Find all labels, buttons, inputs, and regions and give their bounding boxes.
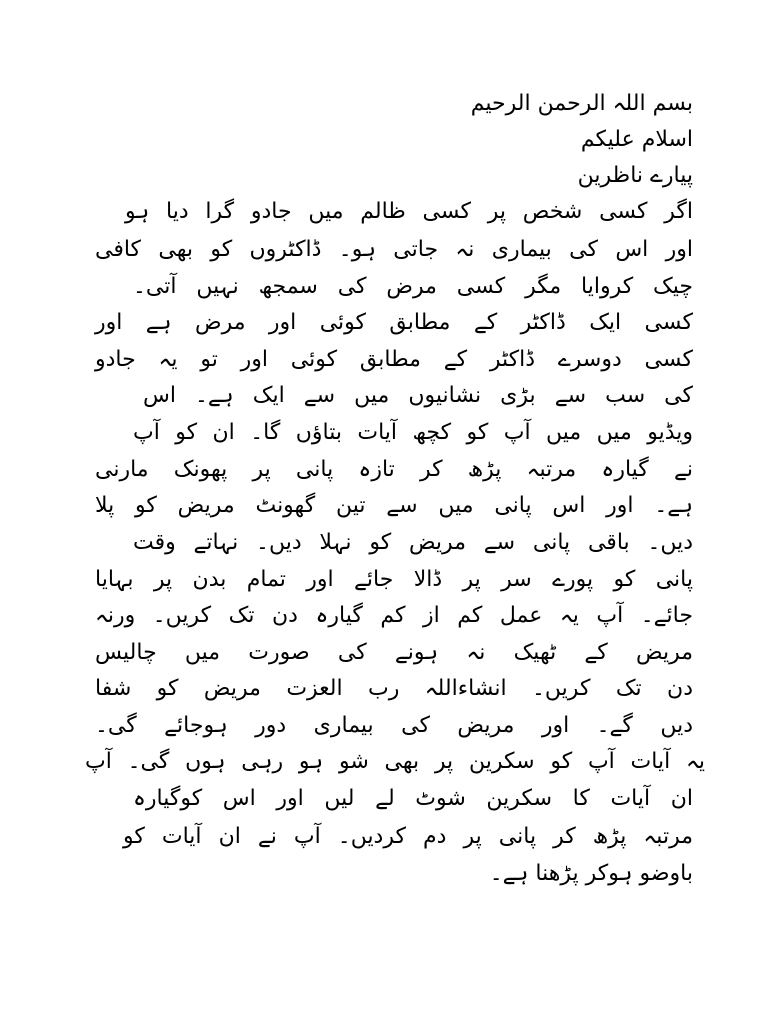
text-line: کی سب سے بڑی نشانیوں میں سے ایک ہے۔ اس — [143, 383, 693, 408]
text-line: اگر کسی شخص پر کسی ظالم میں جادو گرا دیا ہو — [125, 199, 693, 224]
text-line: مرتبہ پڑھ کر پانی پر دم کردیں۔ آپ نے ان آیات کو — [123, 824, 693, 849]
text-line: ویڈیو میں میں آپ کو کچھ آیات بتاؤں گا۔ ان کو آپ — [133, 420, 693, 445]
text-line: چیک کروایا مگر کسی مرض کی سمجھ نہیں آتی۔ — [133, 274, 693, 299]
text-line: دیں گے۔ اور مریض کی بیماری دور ہوجائے گی۔ — [95, 713, 693, 738]
text-line: دیں۔ باقی پانی سے مریض کو نہلا دیں۔ نہاتے وقت — [133, 530, 693, 555]
text-line: ہے۔ اور اس پانی میں سے تین گھونٹ مریض کو پلا — [95, 493, 693, 518]
text-line: اور اس کی بیماری نہ جاتی ہو۔ ڈاکٹروں کو بھی کافی — [95, 237, 693, 262]
text-line: کسی ایک ڈاکٹر کے مطابق کوئی اور مرض ہے اور — [95, 310, 693, 335]
text-line: مریض کے ٹھیک نہ ہونے کی صورت میں چالیس — [95, 640, 693, 665]
text-line: کسی دوسرے ڈاکٹر کے مطابق کوئی اور تو یہ جادو — [95, 347, 693, 372]
document-page — [85, 86, 705, 906]
text-line: پانی کو پورے سر پر ڈالا جائے اور تمام بدن پر بہایا — [95, 567, 693, 592]
text-line: نے گیارہ مرتبہ پڑھ کر تازہ پانی پر پھونک مارنی — [95, 457, 693, 482]
text-line: جائے۔ آپ یہ عمل کم از کم گیارہ دن تک کریں۔ ورنہ — [95, 603, 693, 628]
text-line: یہ آیات آپ کو سکرین پر بھی شو ہو رہی ہوں گی۔ آپ — [85, 749, 705, 774]
text-line: باوضو ہوکر پڑھنا ہے۔ — [489, 861, 693, 886]
greeting-line: اسلام علیکم — [580, 127, 693, 152]
text-line: ان آیات کا سکرین شوٹ لے لیں اور اس کوگیارہ — [133, 786, 693, 811]
salutation-line: پیارے ناظرین — [577, 163, 693, 188]
text-line: دن تک کریں۔ انشاءاللہ رب العزت مریض کو شفا — [95, 676, 693, 701]
bismillah-line: بسم اللہ الرحمن الرحیم — [470, 91, 693, 116]
